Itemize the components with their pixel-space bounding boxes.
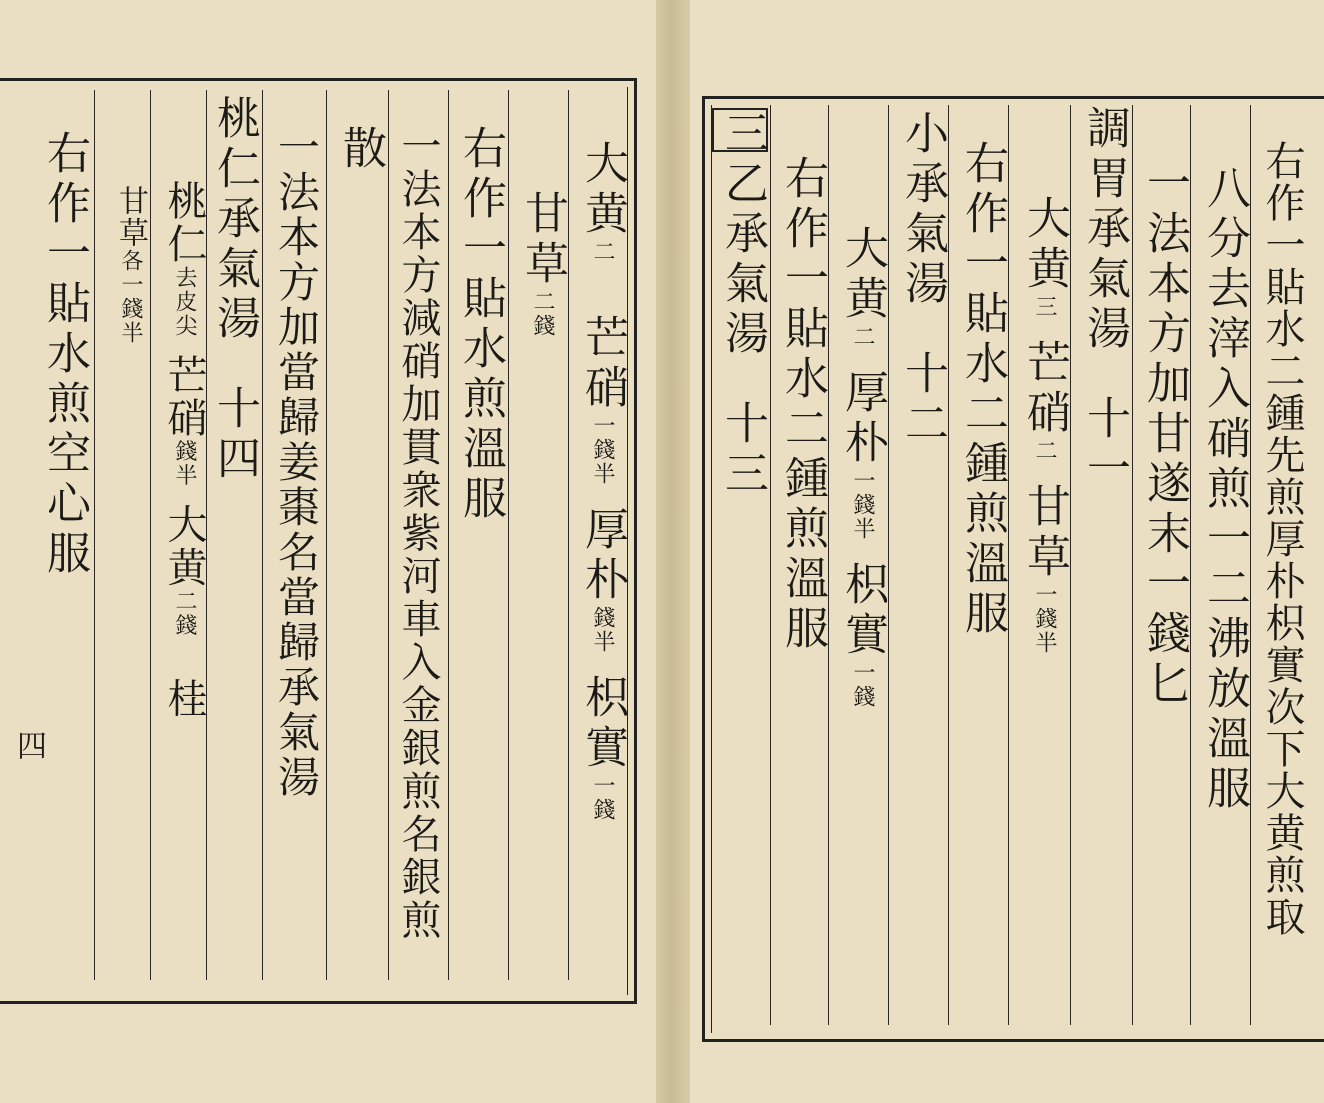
column-rule (1250, 105, 1251, 1025)
column-rule (388, 90, 389, 980)
text-column: 甘草各一錢半 (113, 185, 148, 345)
text-column: 大黄三 芒硝二 甘草一錢半 (1019, 195, 1070, 655)
column-rule (1070, 105, 1071, 1025)
column-rule (948, 105, 949, 1025)
column-rule (508, 90, 509, 980)
text-column: 大黄二 厚朴一錢半 枳實一錢 (837, 225, 888, 709)
text-column: 八分去滓入硝煎一二沸放溫服 (1199, 165, 1250, 815)
text-column: 桃仁去皮尖 芒硝錢半 大黄二錢 桂 (161, 180, 207, 721)
text-column: 甘草二錢 (517, 190, 568, 338)
text-column: 右作一貼水二鍾煎溫服 (957, 140, 1008, 640)
text-column: 一法本方加甘遂末一錢匕 (1139, 160, 1190, 710)
column-rule (568, 90, 569, 980)
text-column: 一法本方減硝加貫衆紫河車入金銀煎名銀煎 (395, 125, 441, 942)
text-column: 散 (335, 125, 386, 175)
column-rule (770, 105, 771, 1025)
book-gutter (656, 0, 690, 1103)
text-column: 右作一貼水二鍾先煎厚朴枳實次下大黄煎取 (1259, 140, 1305, 938)
page-number: 四 (11, 730, 46, 760)
text-column: 桃仁承氣湯十四 (209, 95, 260, 485)
column-rule (262, 90, 263, 980)
column-rule (1132, 105, 1133, 1025)
text-column: 右作一貼水煎溫服 (455, 125, 506, 525)
column-rule (1008, 105, 1009, 1025)
column-rule (326, 90, 327, 980)
column-rule (448, 90, 449, 980)
text-column: 右作一貼水二鍾煎溫服 (777, 155, 828, 655)
text-column: 右作一貼水煎空心服 (39, 130, 90, 580)
column-rule (1190, 105, 1191, 1025)
text-column: 一法本方加當歸姜棗名當歸承氣湯 (272, 125, 321, 800)
column-rule (888, 105, 889, 1025)
text-column: 三乙承氣湯十三 (717, 110, 768, 500)
text-column: 調胃承氣湯十一 (1079, 105, 1130, 495)
text-column: 大黄二 芒硝一錢半 厚朴錢半 枳實一錢 (577, 140, 628, 822)
column-rule (94, 90, 95, 980)
column-rule (828, 105, 829, 1025)
text-column: 小承氣湯十二 (897, 110, 948, 450)
